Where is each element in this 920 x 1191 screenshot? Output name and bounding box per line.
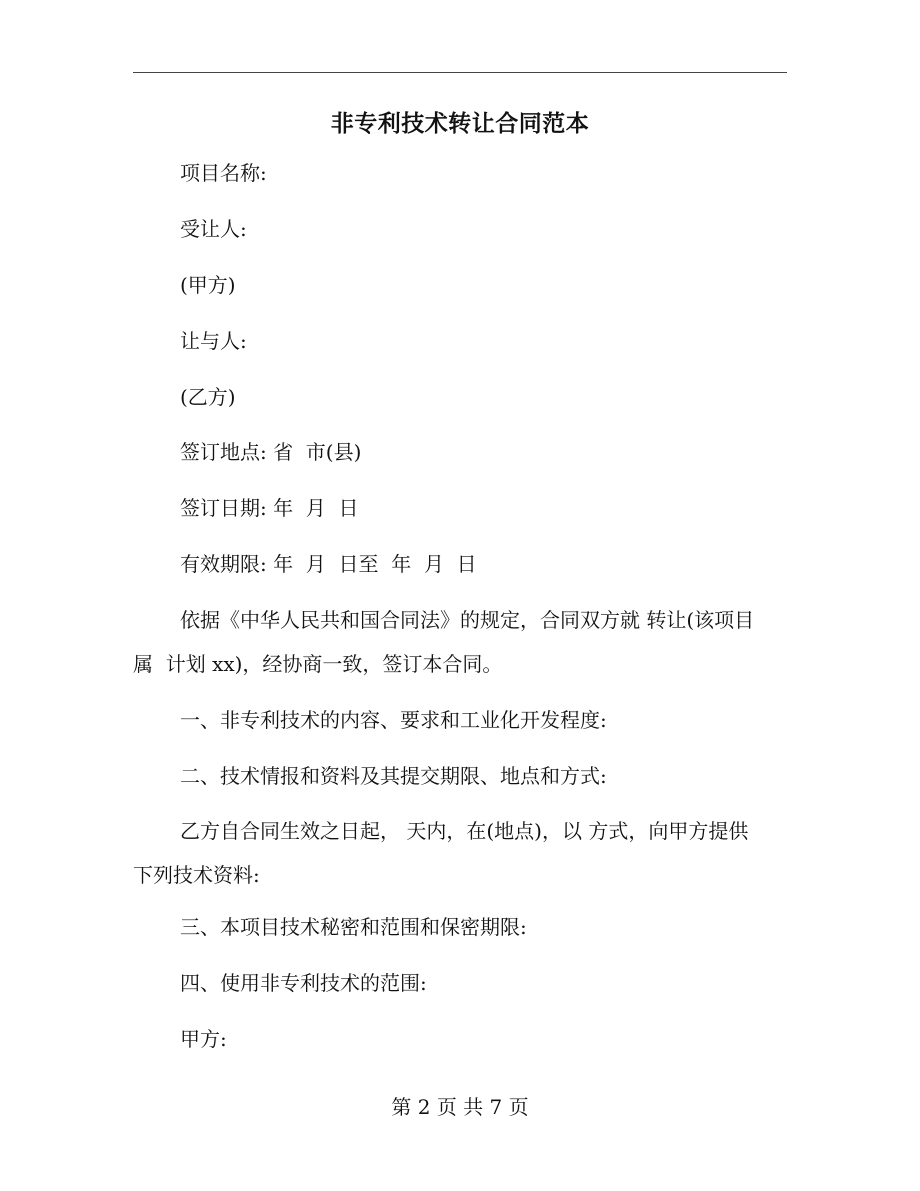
section-3-heading: 三、本项目技术秘密和范围和保密期限: <box>180 915 527 939</box>
field-party-b: (乙方) <box>180 385 236 409</box>
section-2-body <box>133 816 793 890</box>
field-party-a: (甲方) <box>180 273 236 297</box>
field-transferee: 受让人: <box>180 217 247 241</box>
header-divider <box>133 72 787 73</box>
section-2-body-line-2: 下列技术资料: <box>133 863 260 887</box>
section-2-body-line-1: 乙方自合同生效之日起， 天内，在(地点)，以 方式，向甲方提供 <box>180 819 749 843</box>
field-project-name: 项目名称: <box>180 161 267 185</box>
intro-paragraph <box>133 605 793 679</box>
field-valid-period: 有效期限: 年 月 日至 年 月 日 <box>180 552 477 576</box>
page-footer: 第 2 页 共 7 页 <box>391 1095 529 1119</box>
section-4-heading: 四、使用非专利技术的范围: <box>180 971 427 995</box>
section-2-heading: 二、技术情报和资料及其提交期限、地点和方式: <box>180 764 607 788</box>
section-1-heading: 一、非专利技术的内容、要求和工业化开发程度: <box>180 708 607 732</box>
intro-line-2: 属 计划 xx)，经协商一致，签订本合同。 <box>133 652 503 676</box>
document-title: 非专利技术转让合同范本 <box>330 110 590 137</box>
field-sign-date: 签订日期: 年 月 日 <box>180 496 359 520</box>
field-sign-place: 签订地点: 省 市(县) <box>180 440 362 464</box>
field-transferor: 让与人: <box>180 329 247 353</box>
section-4-party-a: 甲方: <box>180 1027 227 1051</box>
intro-line-1: 依据《中华人民共和国合同法》的规定，合同双方就 转让(该项目 <box>180 608 755 632</box>
